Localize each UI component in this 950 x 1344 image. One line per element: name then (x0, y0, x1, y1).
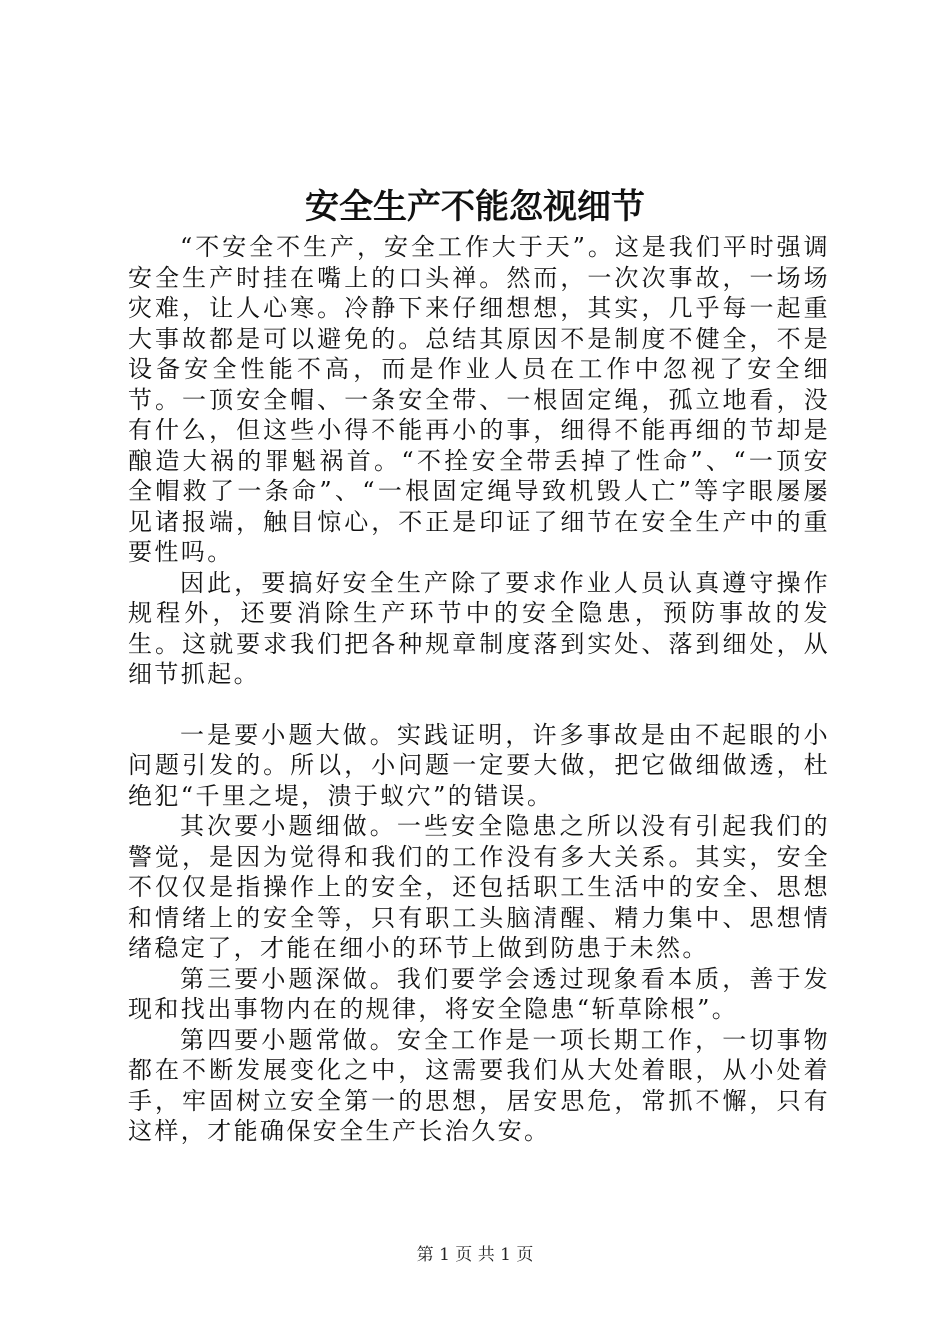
paragraph: 因此，要搞好安全生产除了要求作业人员认真遵守操作规程外，还要消除生产环节中的安全隐患，预防事故的发生。这就要求我们把各种规章制度落到实处、落到细处，从细节抓起。 (128, 568, 830, 688)
paragraph: “不安全不生产，安全工作大于天”。这是我们平时强调安全生产时挂在嘴上的口头禅。然而，一次次事故，一场场灾难，让人心寒。冷静下来仔细想想，其实，几乎每一起重大事故都是可以避免的。总结其原因不是制度不健全，不是设备安全性能不高，而是作业人员在工作中忽视了安全细节。一顶安全帽、一条安全带、一根固定绳，孤立地看，没有什么，但这些小得不能再小的事，细得不能再细的节却是酿造大祸的罪魁祸首。“不拴安全带丢掉了性命”、“一顶安全帽救了一条命”、“一根固定绳导致机毁人亡”等字眼屡屡见诸报端，触目惊心，不正是印证了细节在安全生产中的重要性吗。 (128, 233, 830, 566)
page-footer: 第 1 页 共 1 页 (416, 1245, 534, 1265)
paragraph: 其次要小题细做。一些安全隐患之所以没有引起我们的警觉，是因为觉得和我们的工作没有多大关系。其实，安全不仅仅是指操作上的安全，还包括职工生活中的安全、思想和情绪上的安全等，只有职工头脑清醒、精力集中、思想情绪稳定了，才能在细小的环节上做到防患于未然。 (128, 812, 830, 962)
document-title: 安全生产不能忽视细节 (305, 187, 645, 227)
paragraph: 第四要小题常做。安全工作是一项长期工作，一切事物都在不断发展变化之中，这需要我们从大处着眼，从小处着手，牢固树立安全第一的思想，居安思危，常抓不懈，只有这样，才能确保安全生产长治久安。 (128, 1025, 830, 1145)
document-body (128, 232, 830, 1147)
paragraph: 第三要小题深做。我们要学会透过现象看本质，善于发现和找出事物内在的规律，将安全隐患“斩草除根”。 (128, 964, 830, 1023)
paragraph: 一是要小题大做。实践证明，许多事故是由不起眼的小问题引发的。所以，小问题一定要大做，把它做细做透，杜绝犯“千里之堤，溃于蚁穴”的错误。 (128, 720, 830, 810)
